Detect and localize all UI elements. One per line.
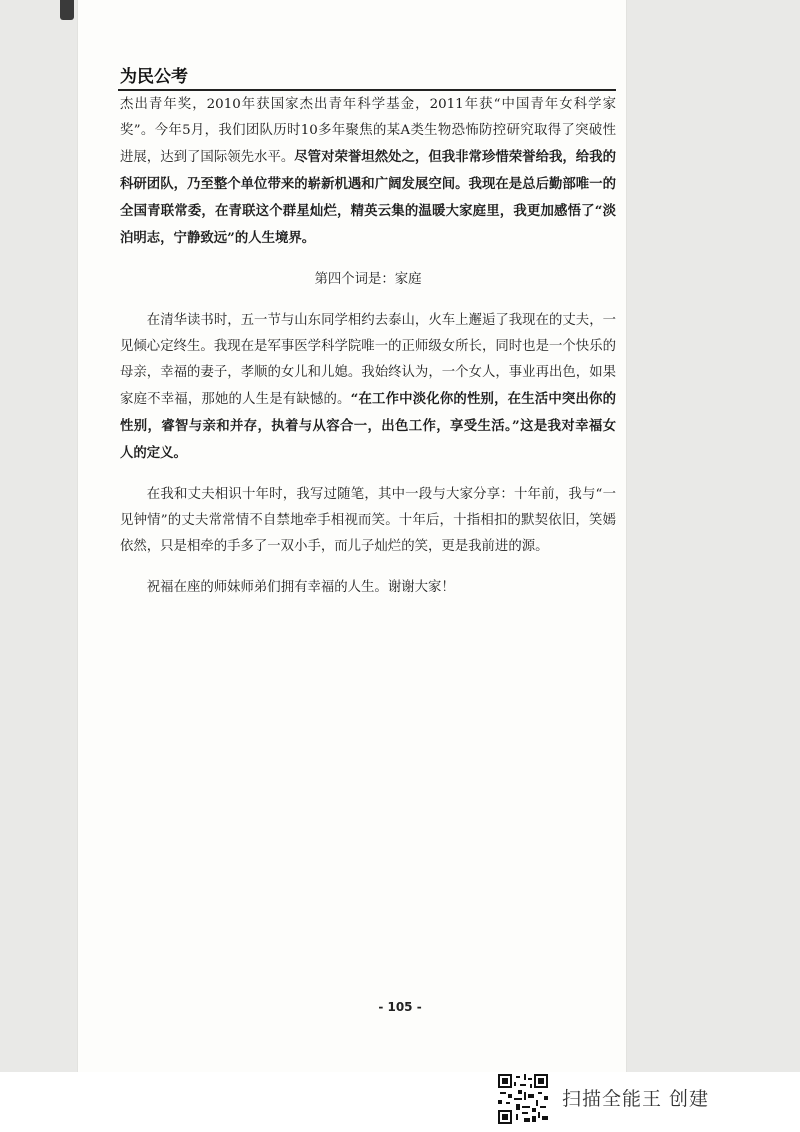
paragraph-2 [120,308,616,467]
spacer [120,293,616,308]
document-body [120,92,616,601]
paragraph-1-text: 杰出青年奖，2010年获国家杰出青年科学基金，2011年获“中国青年女科学家奖”。今年5月，我们团队历时10多年聚焦的某A类生物恐怖防控研究取得了突破性进展，达到了国际领先水平。 [120,97,616,165]
scanner-watermark-label: 扫描全能王 创建 [562,1088,710,1110]
paragraph-3: 在我和丈夫相识十年时，我写过随笔，其中一段与大家分享：十年前，我与“一见钟情”的丈夫常常情不自禁地牵手相视而笑。十年后，十指相扣的默契依旧，笑嫣依然，只是相牵的手多了一双小手，而儿子灿烂的笑，更是我前进的源。 [120,487,616,554]
paragraph-1 [120,92,616,252]
page-number: - 105 - [378,1000,422,1014]
qr-code-icon [498,1074,548,1124]
paragraph-2-bold-text: “在工作中淡化你的性别，在生活中突出你的性别，睿智与亲和并存，执着与从容合一，出色工作，享受生活。”这是我对幸福女人的定义。 [120,391,617,461]
header-divider [118,89,616,91]
paragraph-4: 祝福在座的师妹师弟们拥有幸福的人生。谢谢大家！ [146,580,455,595]
spacer [120,252,616,267]
section-heading: 第四个词是：家庭 [314,272,422,287]
paragraph-1-bold-text: 尽管对荣誉坦然处之，但我非常珍惜荣誉给我，给我的科研团队，乃至整个单位带来的崭新机遇和广阔发展空间。我现在是总后勤部唯一的全国青联常委，在青联这个群星灿烂，精英云集的温暖大家庭里，我更加感悟了“淡泊明志，宁静致远”的人生境界。 [120,149,617,246]
page-edge-mark [60,0,74,20]
paragraph-2-text: 在清华读书时，五一节与山东同学相约去泰山，火车上邂逅了我现在的丈夫，一见倾心定终生。我现在是军事医学科学院唯一的正师级女所长，同时也是一个快乐的母亲，幸福的妻子，孝顺的女儿和儿媳。我始终认为，一个女人，事业再出色，如果家庭不幸福，那她的人生是有缺憾的。 [120,313,616,407]
spacer [120,560,616,575]
spacer [120,467,616,482]
page-header-title: 为民公考 [120,67,188,87]
